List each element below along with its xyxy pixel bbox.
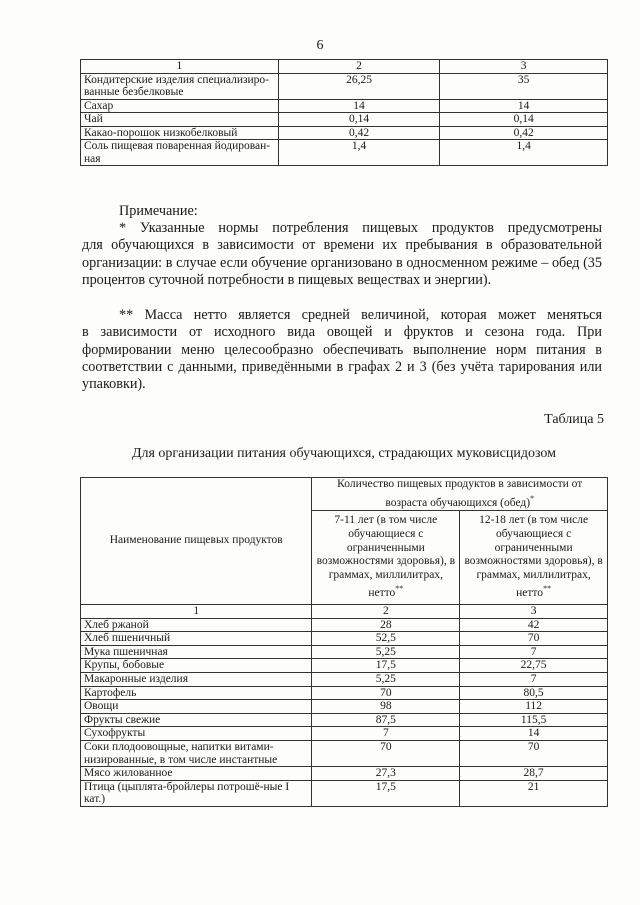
food-norms-table-continued (80, 59, 608, 166)
value-age-7-11: 28 (312, 618, 460, 632)
note-title: Примечание: (119, 203, 198, 219)
value-col-3: 0,14 (440, 113, 608, 127)
table-row (81, 713, 608, 727)
table-row (81, 645, 608, 659)
value-col-3: 0,42 (440, 126, 608, 140)
footnote-mark: ** (543, 584, 552, 594)
value-age-12-18: 28,7 (460, 767, 608, 781)
table-row (81, 113, 608, 127)
product-name: Хлеб пшеничный (81, 632, 312, 646)
value-age-7-11: 7 (312, 727, 460, 741)
footnote-mark: ** (395, 584, 404, 594)
page-number: 6 (316, 38, 324, 53)
value-age-12-18: 70 (460, 632, 608, 646)
value-col-2: 0,42 (278, 126, 440, 140)
note-paragraph-1 (82, 220, 602, 289)
value-age-7-11: 5,25 (312, 645, 460, 659)
value-age-7-11: 87,5 (312, 713, 460, 727)
table-label: Таблица 5 (544, 412, 604, 427)
value-col-3: 14 (440, 99, 608, 113)
value-age-12-18: 22,75 (460, 659, 608, 673)
note-1-first-line: * Указанные нормы потребления пищевых продуктов предусмотрены (119, 220, 602, 236)
column-header-product-name: Наименование пищевых продуктов (81, 478, 312, 605)
product-name: Какао-порошок низкобелковый (81, 126, 279, 140)
note-1-text: для обучающихся в зависимости от времени их пребывания в образовательной организации: в случае если обучение организовано в односменном режиме – обед (35 процентов суточной потребности в пищевых веществах и энергии). (82, 237, 602, 288)
value-age-7-11: 70 (312, 740, 460, 766)
value-age-12-18: 7 (460, 645, 608, 659)
product-name: Овощи (81, 700, 312, 714)
value-age-12-18: 21 (460, 780, 608, 806)
value-age-7-11: 27,3 (312, 767, 460, 781)
product-name: Птица (цыплята-бройлеры потрошё-ные I кат.) (81, 780, 312, 806)
product-name: Сахар (81, 99, 279, 113)
value-age-12-18: 112 (460, 700, 608, 714)
value-col-2: 1,4 (278, 140, 440, 166)
value-age-12-18: 80,5 (460, 686, 608, 700)
product-name: Хлеб ржаной (81, 618, 312, 632)
note-paragraph-2 (82, 307, 602, 393)
table-row (81, 140, 608, 166)
column-number-row (81, 605, 608, 619)
value-col-2: 14 (278, 99, 440, 113)
value-age-12-18: 7 (460, 672, 608, 686)
table-row (81, 632, 608, 646)
product-name: Мясо жилованное (81, 767, 312, 781)
table-header-row (81, 60, 608, 74)
product-name: Мука пшеничная (81, 645, 312, 659)
column-header-age-12-18 (460, 511, 608, 605)
value-age-12-18: 115,5 (460, 713, 608, 727)
note-2-text: в зависимости от исходного вида овощей и фруктов и сезона года. При формировании меню целесообразно обеспечивать выполнение норм питания в соответствии с данными, приведёнными в графах 2 и 3 (без учёта тарирования или упаковки). (82, 324, 602, 393)
table-row (81, 126, 608, 140)
cystic-fibrosis-food-table (80, 477, 608, 807)
footnote-mark: * (530, 493, 535, 503)
column-number-2: 2 (278, 60, 440, 74)
product-name: Макаронные изделия (81, 672, 312, 686)
value-age-12-18: 14 (460, 727, 608, 741)
product-name: Сухофрукты (81, 727, 312, 741)
product-name: Соль пищевая поваренная йодирован-ная (81, 140, 279, 166)
table-row (81, 73, 608, 99)
table-row (81, 727, 608, 741)
value-col-3: 1,4 (440, 140, 608, 166)
column-header-age-7-11 (312, 511, 460, 605)
value-col-2: 0,14 (278, 113, 440, 127)
table-row (81, 672, 608, 686)
column-number-3: 3 (460, 605, 608, 619)
product-name: Соки плодоовощные, напитки витами-низированные, в том числе инстантные (81, 740, 312, 766)
note-2-first-line: ** Масса нетто является средней величиной, которая может меняться (119, 307, 602, 323)
value-age-7-11: 98 (312, 700, 460, 714)
value-col-3: 35 (440, 73, 608, 99)
table-row (81, 700, 608, 714)
table-caption: Для организации питания обучающихся, страдающих муковисцидозом (131, 446, 557, 461)
value-age-7-11: 52,5 (312, 632, 460, 646)
product-name: Крупы, бобовые (81, 659, 312, 673)
table-row (81, 99, 608, 113)
value-age-7-11: 5,25 (312, 672, 460, 686)
column-header-quantity-group (312, 478, 608, 511)
table-row (81, 780, 608, 806)
product-name: Кондитерские изделия специализиро-ванные безбелковые (81, 73, 279, 99)
product-name: Картофель (81, 686, 312, 700)
column-number-1: 1 (81, 605, 312, 619)
product-name: Чай (81, 113, 279, 127)
age-7-11-text: 7-11 лет (в том числе обучающиеся с ограниченными возможностями здоровья), в граммах, миллилитрах, нетто (316, 514, 455, 600)
column-number-1: 1 (81, 60, 279, 74)
column-number-3: 3 (440, 60, 608, 74)
column-number-2: 2 (312, 605, 460, 619)
product-name: Фрукты свежие (81, 713, 312, 727)
table-row (81, 767, 608, 781)
table-row (81, 686, 608, 700)
quantity-group-text: Количество пищевых продуктов в зависимости от возраста обучающихся (обед) (337, 478, 583, 509)
value-col-2: 26,25 (278, 73, 440, 99)
age-12-18-text: 12-18 лет (в том числе обучающиеся с ограниченными возможностями здоровья), в граммах, миллилитрах, нетто (464, 514, 603, 600)
table-row (81, 740, 608, 766)
value-age-7-11: 17,5 (312, 659, 460, 673)
table-header-row (81, 478, 608, 511)
value-age-12-18: 70 (460, 740, 608, 766)
table-row (81, 618, 608, 632)
value-age-7-11: 17,5 (312, 780, 460, 806)
value-age-12-18: 42 (460, 618, 608, 632)
value-age-7-11: 70 (312, 686, 460, 700)
table-row (81, 659, 608, 673)
